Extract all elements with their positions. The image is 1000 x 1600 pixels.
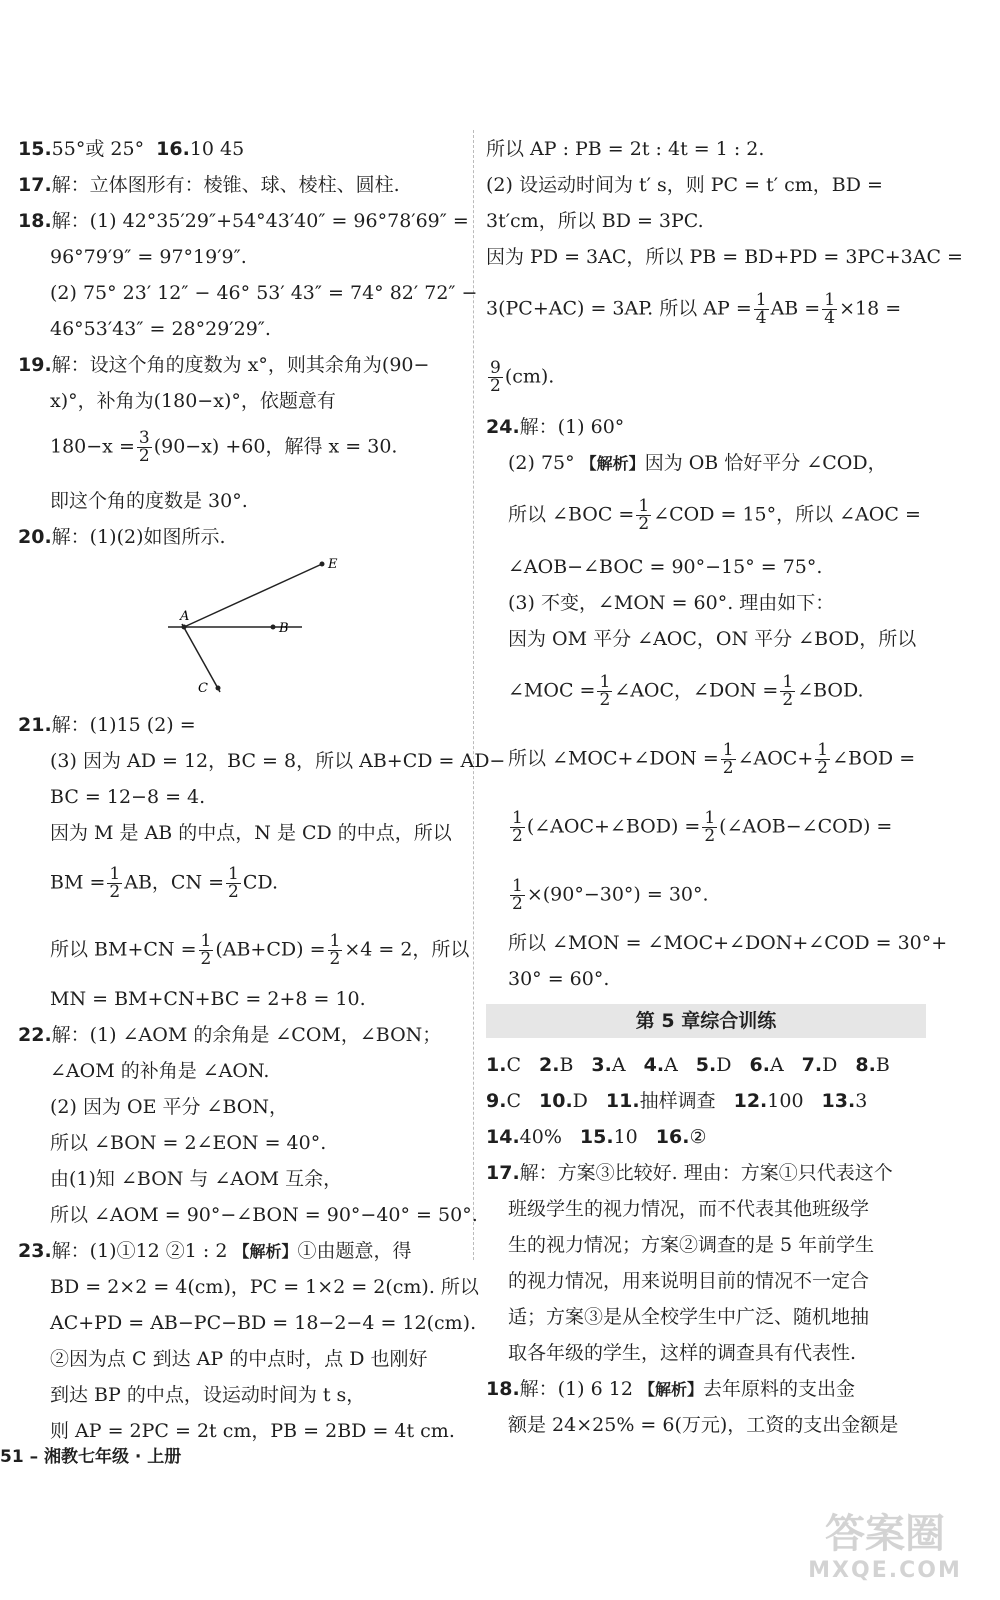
answer-24: 24.解：(1) 60° (486, 416, 625, 438)
choice-answer: 10.D (539, 1090, 588, 1112)
fraction: $\frac{1}{4}$ (824, 290, 836, 328)
choice-answer: 13.3 (821, 1090, 868, 1112)
choice-answer: 8.B (855, 1054, 890, 1076)
choice-answer: 6.A (749, 1054, 784, 1076)
point-e (320, 562, 325, 567)
fraction: $\frac{9}{2}$ (490, 358, 501, 396)
answer-23: 23.解：(1)①12 ②1 : 2 【解析】①由题意，得 (18, 1238, 412, 1265)
fraction: $\frac{1}{2}$ (109, 864, 121, 902)
point-a (182, 625, 187, 630)
choice-answers-row1 (486, 1052, 908, 1078)
answer-5-17-line4: 的视力情况，用来说明目前的情况不一定合 (508, 1270, 870, 1292)
label-c: C (198, 681, 208, 696)
answer-5-18-line2: 额是 24×25% = 6(万元)，工资的支出金额是 (508, 1414, 899, 1436)
answer-5-17-line5: 适；方案③是从全校学生中广泛、随机地抽 (508, 1306, 870, 1328)
answer-21-line5: BM = $\frac{1}{2}$ AB，CN = $\frac{1}{2}$ CD. (50, 864, 278, 902)
choice-answer: 16.② (655, 1126, 707, 1148)
choice-answer: 4.A (643, 1054, 678, 1076)
answer-23-line3: AC+PD = AB−PC−BD = 18−2−4 = 12(cm). (50, 1312, 477, 1334)
choice-answer: 11.抽样调查 (605, 1090, 716, 1112)
answer-24-line12: 30° = 60°. (508, 968, 610, 990)
fraction: $\frac{1}{2}$ (782, 672, 794, 710)
answer-24-line6: 因为 OM 平分 ∠AOC，ON 平分 ∠BOD，所以 (508, 628, 917, 650)
answer-21-line2: (3) 因为 AD = 12，BC = 8，所以 AB+CD = AD− (50, 750, 506, 772)
answer-18: 18.解：(1) 42°35′29″+54°43′40″ = 96°78′69″ = (18, 210, 469, 232)
answer-24-line2: (2) 75° 【解析】因为 OB 恰好平分 ∠COD， (508, 450, 887, 477)
answer-23-line2: BD = 2×2 = 4(cm)，PC = 1×2 = 2(cm). 所以 (50, 1276, 479, 1298)
fraction: $\frac{1}{2}$ (599, 672, 611, 710)
label-e: E (328, 557, 338, 572)
point-b (271, 625, 276, 630)
answer-18-line4: 46°53′43″ = 28°29′29″. (50, 318, 271, 340)
answer-5-18: 18.解：(1) 6 12 【解析】去年原料的支出金 (486, 1376, 855, 1403)
fraction: $\frac{1}{2}$ (817, 740, 829, 778)
page-footer: 51 – 湘教七年级 · 上册 (0, 1447, 182, 1467)
fraction: $\frac{1}{4}$ (755, 290, 767, 328)
geometry-figure (158, 556, 358, 701)
section-banner: 第 5 章综合训练 (486, 1004, 926, 1038)
answer-19-line4: 即这个角的度数是 30°. (50, 490, 248, 512)
answer-23-cont-line4: 因为 PD = 3AC，所以 PB = BD+PD = 3PC+3AC = (486, 246, 963, 268)
analysis-tag: 【解析】 (580, 454, 645, 473)
answer-15-16: 15.55°或 25° 16.10 45 (18, 138, 245, 160)
fraction: $\frac{1}{2}$ (512, 876, 523, 914)
fraction: $\frac{1}{2}$ (512, 808, 523, 846)
answer-24-line11: 所以 ∠MON = ∠MOC+∠DON+∠COD = 30°+ (508, 932, 948, 954)
answer-24-line9: $\frac{1}{2}$ (∠AOC+∠BOD) = $\frac{1}{2}$ (∠AOB−∠COD) = (512, 808, 893, 846)
answer-21-line6: 所以 BM+CN = $\frac{1}{2}$ (AB+CD) = $\frac{1}{2}$ ×4 = 2，所以 (50, 931, 470, 969)
fraction: $\frac{1}{2}$ (228, 864, 239, 902)
choice-answer: 15.10 (579, 1126, 638, 1148)
answer-23-line5: 到达 BP 的中点，设运动时间为 t s， (50, 1384, 366, 1406)
fraction: $\frac{1}{2}$ (722, 740, 734, 778)
answer-24-line4: ∠AOB−∠BOC = 90°−15° = 75°. (508, 556, 823, 578)
fraction: $\frac{1}{2}$ (200, 931, 212, 969)
answer-17: 17.解：立体图形有：棱锥、球、棱柱、圆柱. (18, 174, 400, 196)
choice-answer: 12.100 (733, 1090, 804, 1112)
answer-5-17: 17.解：方案③比较好. 理由：方案①只代表这个 (486, 1162, 893, 1184)
answer-18-line3: (2) 75° 23′ 12″ − 46° 53′ 43″ = 74° 82′ 72″ − (50, 282, 478, 304)
choice-answer: 5.D (695, 1054, 732, 1076)
line-ae (184, 564, 322, 627)
answer-19-equation: 180−x = $\frac{3}{2}$ (90−x) +60，解得 x = 30. (50, 428, 398, 466)
answer-23-cont-line5: 3(PC+AC) = 3AP. 所以 AP = $\frac{1}{4}$ AB = $\frac{1}{4}$ ×18 = (486, 290, 902, 328)
answer-5-17-line6: 取各年级的学生，这样的调查具有代表性. (508, 1342, 857, 1364)
answer-19: 19.解：设这个角的度数为 x°，则其余角为(90− (18, 354, 430, 376)
answer-23-line4: ②因为点 C 到达 AP 的中点时，点 D 也刚好 (50, 1348, 428, 1370)
answer-21-line7: MN = BM+CN+BC = 2+8 = 10. (50, 988, 366, 1010)
watermark-logo: 答案圈 MXQE.COM (808, 1511, 962, 1583)
choice-answer: 14.40% (486, 1126, 562, 1148)
fraction: $\frac{1}{2}$ (638, 496, 650, 534)
book-title: 湘教七年级 · 上册 (44, 1447, 182, 1467)
choice-answer: 9.C (486, 1090, 521, 1112)
answer-22-line4: 所以 ∠BON = 2∠EON = 40°. (50, 1132, 327, 1154)
answer-24-line7: ∠MOC = $\frac{1}{2}$ ∠AOC，∠DON = $\frac{1}{2}$ ∠BOD. (508, 672, 864, 710)
label-a: A (180, 609, 190, 624)
answer-22: 22.解：(1) ∠AOM 的余角是 ∠COM，∠BON； (18, 1024, 442, 1046)
analysis-tag: 【解析】 (638, 1380, 703, 1399)
fraction: $\frac{3}{2}$ (138, 428, 150, 466)
answer-5-17-line2: 班级学生的视力情况，而不代表其他班级学 (508, 1198, 870, 1220)
page-number: 51 (0, 1447, 24, 1467)
fraction: $\frac{1}{2}$ (329, 931, 341, 969)
answer-24-line8: 所以 ∠MOC+∠DON = $\frac{1}{2}$ ∠AOC+ $\frac{1}{2}$ ∠BOD = (508, 740, 916, 778)
answer-19-line2: x)°，补角为(180−x)°，依题意有 (50, 390, 336, 412)
answer-23-line6: 则 AP = 2PC = 2t cm，PB = 2BD = 4t cm. (50, 1420, 455, 1442)
answer-22-line6: 所以 ∠AOM = 90°−∠BON = 90°−40° = 50°. (50, 1204, 478, 1226)
answer-23-cont-line1: 所以 AP : PB = 2t : 4t = 1 : 2. (486, 138, 765, 160)
answer-21-line4: 因为 M 是 AB 的中点，N 是 CD 的中点，所以 (50, 822, 452, 844)
answer-24-line5: (3) 不变，∠MON = 60°. 理由如下： (508, 592, 835, 614)
choice-answer: 2.B (539, 1054, 574, 1076)
analysis-tag: 【解析】 (233, 1242, 298, 1261)
answer-20: 20.解：(1)(2)如图所示. (18, 526, 226, 548)
answer-24-line3: 所以 ∠BOC = $\frac{1}{2}$ ∠COD = 15°，所以 ∠AOC = (508, 496, 921, 534)
label-b: B (279, 621, 289, 636)
answer-22-line5: 由(1)知 ∠BON 与 ∠AOM 互余， (50, 1168, 343, 1190)
answer-23-cont-line6: $\frac{9}{2}$ (cm). (490, 358, 555, 396)
choice-answer: 7.D (801, 1054, 838, 1076)
answer-23-cont-line3: 3t′cm，所以 BD = 3PC. (486, 210, 704, 232)
answer-18-line2: 96°79′9″ = 97°19′9″. (50, 246, 247, 268)
choice-answers-row3 (486, 1124, 724, 1150)
fraction: $\frac{1}{2}$ (704, 808, 716, 846)
answer-24-line10: $\frac{1}{2}$ ×(90°−30°) = 30°. (512, 876, 709, 914)
choice-answer: 1.C (486, 1054, 521, 1076)
answer-22-line3: (2) 因为 OE 平分 ∠BON， (50, 1096, 288, 1118)
choice-answers-row2 (486, 1088, 885, 1114)
answer-5-17-line3: 生的视力情况；方案②调查的是 5 年前学生 (508, 1234, 875, 1256)
answer-22-line2: ∠AOM 的补角是 ∠AON. (50, 1060, 270, 1082)
answer-21: 21.解：(1)15 (2) = (18, 714, 196, 736)
answer-21-line3: BC = 12−8 = 4. (50, 786, 206, 808)
choice-answer: 3.A (591, 1054, 626, 1076)
answer-23-cont-line2: (2) 设运动时间为 t′ s，则 PC = t′ cm，BD = (486, 174, 883, 196)
point-c (216, 686, 221, 691)
